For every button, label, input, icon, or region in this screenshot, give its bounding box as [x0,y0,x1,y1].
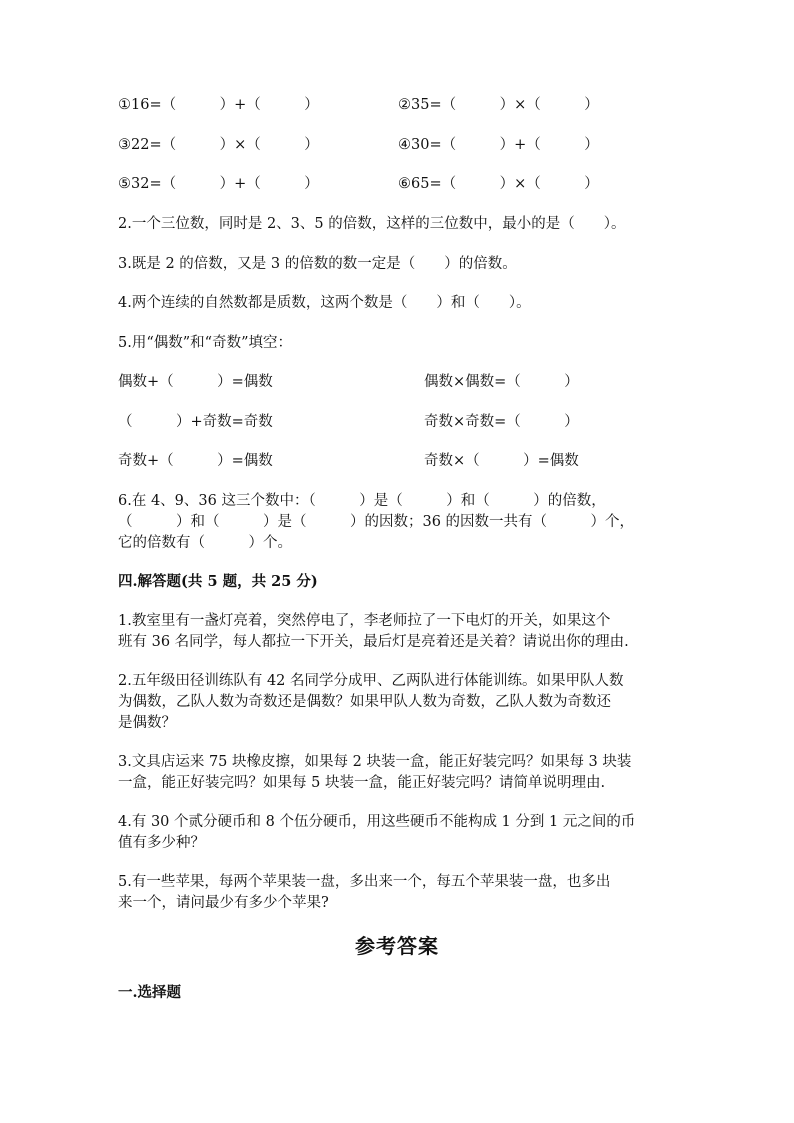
problem-4-line-2: 值有多少种？ [118,835,205,851]
q5-row2-right: 奇数×奇数=（ ） [424,414,579,430]
q5-row1-left: 偶数+（ ）=偶数 [118,374,273,390]
problem-3-line-2: 一盒，能正好装完吗？如果每 5 块装一盒，能正好装完吗？请简单说明理由. [118,775,606,791]
answers-section-1-heading: 一.选择题 [118,984,182,1001]
problem-5-line-2: 来一个，请问最少有多少个苹果? [118,895,329,911]
equation-6: ⑥65=（ ）×（ ） [398,176,599,192]
equation-2: ②35=（ ）×（ ） [398,97,599,113]
question-6-line-3: 它的倍数有（ ）个。 [118,535,292,551]
problem-3-line-1: 3.文具店运来 75 块橡皮擦，如果每 2 块装一盒，能正好装完吗？如果每 3 块装 [118,754,632,770]
q5-row1-right: 偶数×偶数=（ ） [424,374,579,390]
question-2: 2.一个三位数，同时是 2、3、5 的倍数，这样的三位数中，最小的是（ ）。 [118,216,626,232]
equation-4: ④30=（ ）+（ ） [398,137,599,153]
problem-2-line-2: 为偶数，乙队人数为奇数还是偶数？如果甲队人数为奇数，乙队人数为奇数还 [118,694,611,710]
problem-2-line-3: 是偶数？ [118,715,176,731]
problem-2-line-1: 2.五年级田径训练队有 42 名同学分成甲、乙两队进行体能训练。如果甲队人数 [118,673,624,689]
equation-1: ①16=（ ）+（ ） [118,97,319,113]
equation-5: ⑤32=（ ）+（ ） [118,176,319,192]
q5-row3-right: 奇数×（ ）=偶数 [424,453,579,469]
question-4: 4.两个连续的自然数都是质数，这两个数是（ ）和（ ）。 [118,295,531,311]
question-3: 3.既是 2 的倍数，又是 3 的倍数的数一定是（ ）的倍数。 [118,256,517,272]
equation-3: ③22=（ ）×（ ） [118,137,319,153]
problem-1-line-1: 1.教室里有一盏灯亮着，突然停电了，李老师拉了一下电灯的开关，如果这个 [118,613,611,629]
section-4-heading: 四.解答题(共 5 题，共 25 分) [118,573,318,590]
problem-4-line-1: 4.有 30 个贰分硬币和 8 个伍分硬币，用这些硬币不能构成 1 分到 1 元之间的币 [118,814,636,830]
q5-row3-left: 奇数+（ ）=偶数 [118,453,273,469]
problem-5-line-1: 5.有一些苹果，每两个苹果装一盘，多出来一个，每五个苹果装一盘，也多出 [118,874,611,890]
question-5-intro: 5.用“偶数”和“奇数”填空： [118,335,292,351]
problem-1-line-2: 班有 36 名同学，每人都拉一下开关，最后灯是亮着还是关着？请说出你的理由. [118,634,629,650]
q5-row2-left: （ ）+奇数=奇数 [118,414,273,430]
question-6-line-2: （ ）和（ ）是（ ）的因数；36 的因数一共有（ ）个， [118,514,635,530]
question-6-line-1: 6.在 4、9、36 这三个数中：（ ）是（ ）和（ ）的倍数， [118,493,606,509]
answers-title: 参考答案 [355,934,439,958]
